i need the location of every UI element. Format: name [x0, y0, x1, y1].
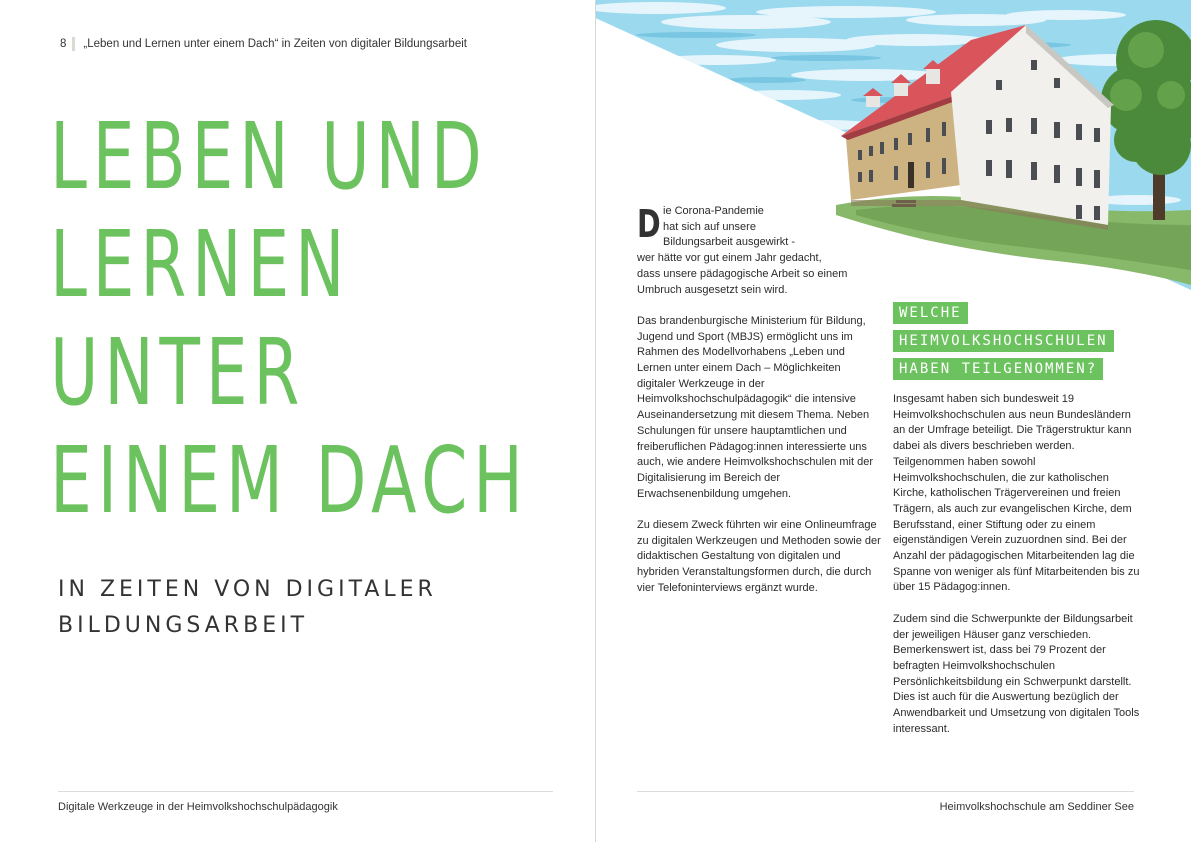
heading-line: HABEN TEILGENOMMEN?: [893, 358, 1103, 380]
intro-line: wer hätte vor gut einem Jahr gedacht,: [637, 252, 822, 265]
subtitle-line: IN ZEITEN VON DIGITALER: [58, 577, 437, 602]
running-head-divider: [72, 37, 75, 51]
right-page: [596, 0, 1191, 842]
page-subtitle: [58, 572, 437, 644]
section-heading: [893, 302, 1114, 386]
running-head: [60, 37, 467, 51]
page-number: 8: [60, 38, 67, 50]
intro-line: hat sich auf unsere: [663, 220, 756, 233]
paragraph-participants: Insgesamt haben sich bundesweit 19 Heimvolkshochschulen aus neun Bundesländern an der Umfrage beteiligt. Die Trägerstruktur kann dabei als divers beschrieben werden. Teilgenommen haben sowohl Heimvolkshochschulen, die zur katholischen Kirche, katholischen Trägervereinen und freien Trägern, als auch zur evangelischen Kirche, dem Berufsstand, einer Stiftung oder zu einem eigenständigen Verein zuzuordnen sind. Bei der Anzahl der pädagogischen Mitarbeitenden lag die Spanne von weniger als fünf Mitarbeitenden bis zu über 15 Pädagog:innen.: [893, 393, 1140, 594]
heading-line: WELCHE: [893, 302, 968, 324]
intro-column: [637, 204, 882, 612]
participants-column: [893, 392, 1143, 753]
paragraph-focus: Zudem sind die Schwerpunkte der Bildungsarbeit der jeweiligen Häuser ganz verschieden. Bemerkenswert ist, dass bei 79 Prozent der befragten Heimvolkshochschulen Persönlichkeitsbildung ein Schwerpunkt darstellt. Dies ist auch für die Auswertung bezüglich der Anwendbarkeit und Umsetzung von digitalen Tools interessant.: [893, 612, 1140, 735]
title-line: LERNEN: [50, 211, 351, 318]
house-illustration: [836, 0, 1191, 290]
footer-right: Heimvolkshochschule am Seddiner See: [939, 801, 1134, 813]
intro-line: dass unsere pädagogische Arbeit so einem: [637, 267, 848, 280]
title-line: UNTER: [50, 319, 306, 426]
paragraph-survey: Zu diesem Zweck führten wir eine Onlineumfrage zu digitalen Werkzeugen und Methoden sowie der didaktischen Gestaltung von digitalen und hybriden Veranstaltungsformen durch, die durch vier Telefoninterviews ergänzt wurde.: [637, 519, 881, 594]
paragraph-ministry: Das brandenburgische Ministerium für Bildung, Jugend und Sport (MBJS) ermöglicht uns im Rahmen des Modellvorhabens „Leben und Lernen unter einem Dach – Möglichkeiten digitaler Werkzeuge in der Heimvolkshochschulpädagogik“ die intensive Auseinandersetzung mit diesem Thema. Neben Schulungen für unsere hauptamtlichen und freiberuflichen Pädagog:innen interessierte uns auch, wie andere Heimvolkshochschulen mit der Digitalisierung im Bereich der Erwachsenenbildung umgehen.: [637, 314, 874, 500]
footer-left: Digitale Werkzeuge in der Heimvolkshochschulpädagogik: [58, 801, 338, 813]
title-line: LEBEN UND: [50, 103, 488, 210]
intro-line: Bildungsarbeit ausgewirkt -: [663, 236, 796, 249]
intro-line: Umbruch ausgesetzt sein wird.: [637, 283, 788, 296]
subtitle-line: BILDUNGSARBEIT: [58, 613, 309, 638]
drop-cap: D: [637, 202, 661, 246]
footer-divider: [58, 791, 553, 792]
title-line: EINEM DACH: [50, 427, 529, 534]
heading-line: HEIMVOLKSHOCHSCHULEN: [893, 330, 1114, 352]
page-title: [50, 103, 529, 535]
intro-line: ie Corona-Pandemie: [663, 205, 764, 217]
footer-divider: [637, 791, 1134, 792]
running-head-text: „Leben und Lernen unter einem Dach“ in Zeiten von digitaler Bildungsarbeit: [83, 38, 467, 50]
